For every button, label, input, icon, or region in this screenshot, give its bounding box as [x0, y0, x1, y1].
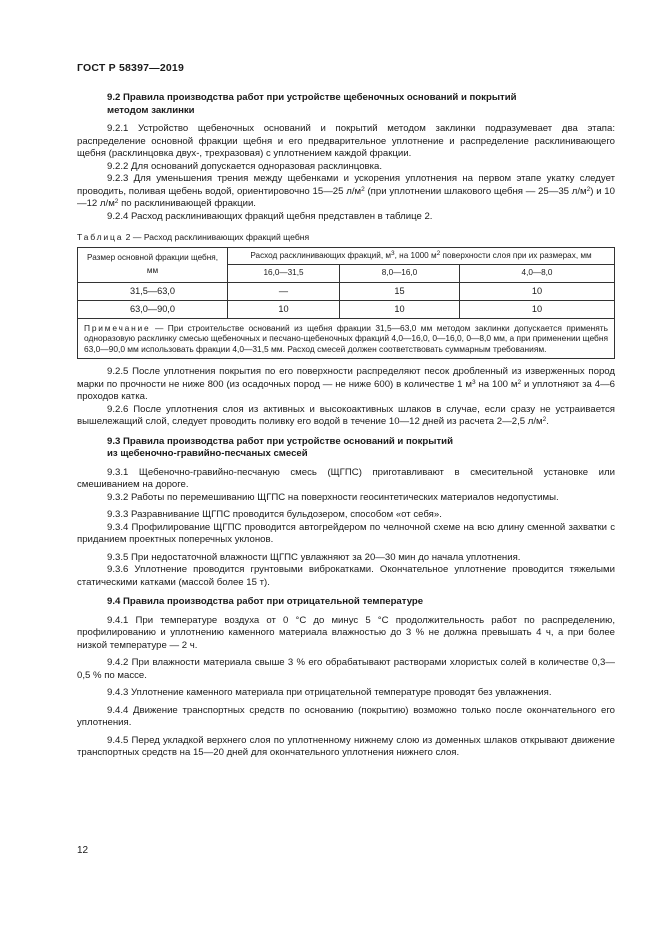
paragraph-9-4-2: 9.4.2 При влажности материала свыше 3 % его обрабатывают растворами хлористых солей в количестве 0,3—0,5 % по массе. — [77, 657, 615, 681]
note-label: Примечание — [84, 322, 151, 333]
table-caption: Таблица 2 — Расход расклинивающих фракций щебня — [77, 232, 310, 242]
paragraph-9-3-2: 9.3.2 Работы по перемешиванию ЩГПС на поверхности геосинтетических материалов недопустимы. — [107, 491, 559, 503]
section-9-4-title: 9.4 Правила производства работ при отрицательной температуре — [107, 596, 424, 608]
sub-header-8-16: 8,0—16,0 — [340, 265, 460, 283]
table-row — [78, 282, 615, 300]
paragraph-9-3-3: 9.3.3 Разравнивание ЩГПС проводится бульдозером, способом «от себя». — [107, 509, 442, 521]
section-title-line: методом заклинки — [107, 104, 195, 116]
paragraph-9-3-1: 9.3.1 Щебеночно-гравийно-песчаную смесь (ЩГПС) приготавливают в смесительной установке или смешиванием на дороге. — [77, 466, 615, 491]
note-text: — При строительстве оснований из щебня фракции 31,5—63,0 мм методом заклинки допускается применять одноразовую расклинку смесью щебеночных и песчано-щебеночных фракций 4,0—16,0, 0—16,0, 0—8,0 мм, а при применении щебня 63,0—90,0 мм использовать фракции 4,0—31,5 мм. Расход смесей должен соответствовать суммарным требованиям. — [84, 322, 608, 354]
sub-header-4-8: 4,0—8,0 — [460, 265, 615, 283]
document-body — [77, 92, 615, 760]
column-group-header: Расход расклинивающих фракций, $м^3$, на 1000 $м^2$ поверхности слоя при их размерах, мм — [228, 247, 615, 265]
paragraph-9-2-5: 9.2.5 После уплотнения покрытия по его поверхности распределяют песок дробленный из изверженных пород марки по прочности не ниже 800 (из осадочных пород — не ниже 600) в количестве 1 $м^3$ на 100 $м^2$ и уплотняют за 4—6 проходов катка. — [77, 366, 616, 403]
paragraph-9-2-3: 9.2.3 Для уменьшения трения между щебенками и ускорения уплотнения на первом этапе укатку следует проводить, поливая щебень водой, ориентировочно 15—25 $л/м^2$ (при уплотнении шлакового щебня — 25—35 $л/м^2$) и 10—12 $л/м^2$ по расклинивающей фракции. — [77, 173, 615, 209]
paragraph-9-3-5: 9.3.5 При недостаточной влажности ЩГПС увлажняют за 20—30 мин до начала уплотнения. — [107, 551, 521, 563]
paragraph-9-4-4: 9.4.4 Движение транспортных средств по основанию (покрытию) возможно только после окончательного его уплотнения. — [77, 704, 615, 729]
section-9-3-title — [107, 436, 615, 461]
paragraph-9-4-3: 9.4.3 Уплотнение каменного материала при отрицательной температуре проводят без увлажнения. — [107, 687, 552, 699]
fraction-consumption-table — [77, 247, 615, 360]
section-title-line: 9.2 Правила производства работ при устройстве щебеночных оснований и покрытий — [107, 92, 517, 103]
paragraph-9-3-4: 9.3.4 Профилирование ЩГПС проводится автогрейдером по челночной схеме на всю длину сменной захватки с приданием проектных поперечных уклонов. — [77, 521, 615, 546]
paragraph-9-4-1: 9.4.1 При температуре воздуха от 0 °С до минус 5 °С продолжительность работ по распределению, профилированию и уплотнению каменного материала влажностью до 3 % не должна превышать 4 ч, а при более низкой температуре — 2 ч. — [77, 614, 615, 651]
table-cell: — — [228, 282, 340, 300]
table-cell: 31,5—63,0 — [78, 282, 228, 300]
table-cell: 63,0—90,0 — [78, 300, 228, 318]
paragraph-9-2-2: 9.2.2 Для оснований допускается одноразовая расклинцовка. — [107, 160, 383, 172]
paragraph-9-2-1: 9.2.1 Устройство щебеночных оснований и покрытий методом заклинки подразумевает два этапа: распределение основной фракции щебня и его предварительное уплотнение и распределение расклинивающего щебня (расклинцовка двух-, трехразовая) с уплотнением каждой фракции. — [77, 123, 615, 159]
paragraph-9-3-6: 9.3.6 Уплотнение проводится грунтовыми виброкатками. Окончательное уплотнение проводится тяжелыми статическими катками (массой более 15 т). — [77, 564, 615, 588]
table-cell: 15 — [340, 282, 460, 300]
document-header: ГОСТ Р 58397—2019 — [77, 62, 185, 74]
table-row — [78, 300, 615, 318]
sub-header-16-31: 16,0—31,5 — [228, 265, 340, 283]
paragraph-9-2-4: 9.2.4 Расход расклинивающих фракций щебня представлен в таблице 2. — [107, 210, 433, 222]
page-number: 12 — [77, 845, 89, 856]
paragraph-9-2-6: 9.2.6 После уплотнения слоя из активных и высокоактивных шлаков в случае, если сразу не устраивается вышележащий слой, следует проводить поливку его водой в течение 10—12 дней из расчета 2—2,5 $л/м^2$. — [77, 403, 615, 428]
table-cell: 10 — [340, 300, 460, 318]
column-header-fraction-size: Размер основной фракции щебня, мм — [78, 247, 228, 282]
table-cell: 10 — [460, 300, 615, 318]
section-title-line: 9.3 Правила производства работ при устройстве оснований и покрытий — [107, 435, 453, 447]
section-title-line: из щебеночно-гравийно-песчаных смесей — [107, 448, 308, 460]
table-cell: 10 — [460, 282, 615, 300]
section-9-2-title — [107, 92, 615, 117]
table-note — [78, 318, 615, 359]
table-cell: 10 — [228, 300, 340, 318]
paragraph-9-4-5: 9.4.5 Перед укладкой верхнего слоя по уплотненному нижнему слою из доменных шлаков открывают движение транспортных средств на 15—20 дней для окончательного уплотнения нижнего слоя. — [77, 734, 615, 759]
